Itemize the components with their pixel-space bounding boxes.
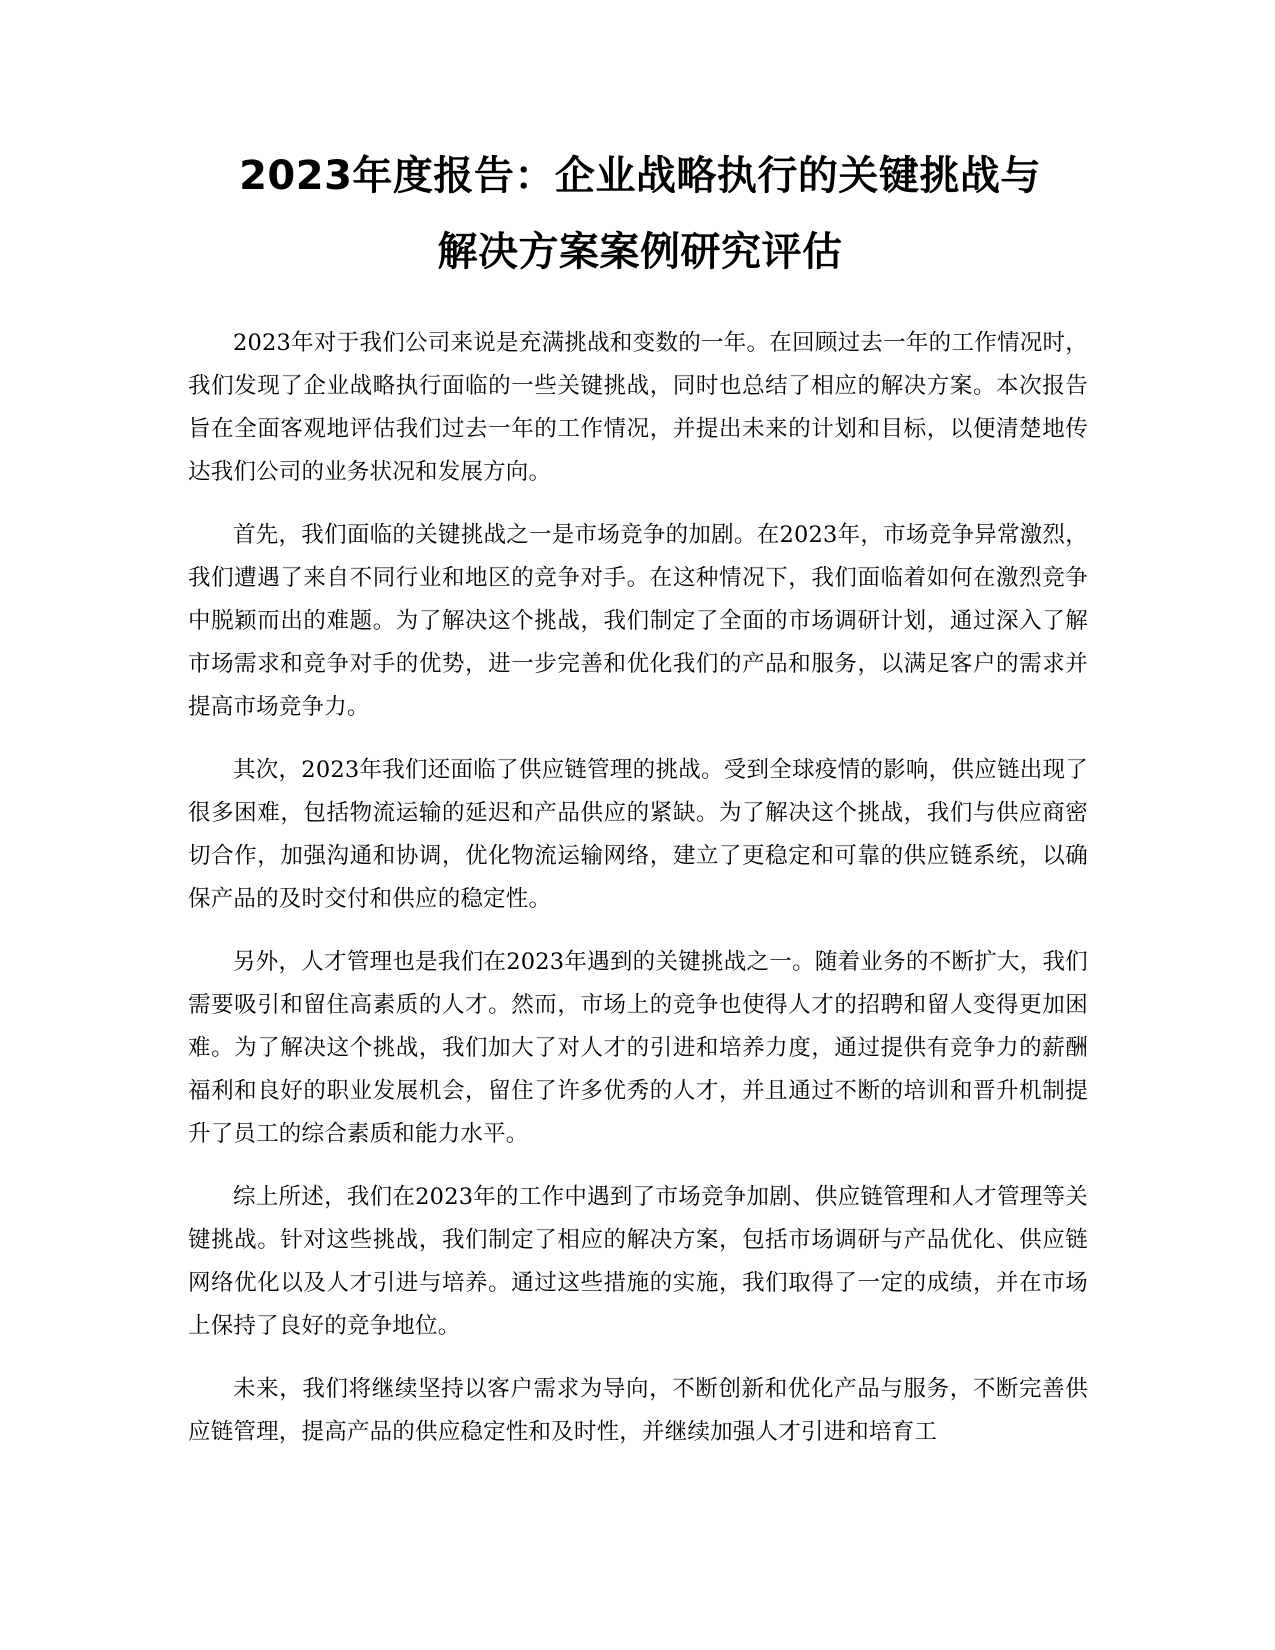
paragraph-talent-management: 另外，人才管理也是我们在2023年遇到的关键挑战之一。随着业务的不断扩大，我们需要吸引和留住高素质的人才。然而，市场上的竞争也使得人才的招聘和留人变得更加困难。为了解决这个挑战，我们加大了对人才的引进和培养力度，通过提供有竞争力的薪酬福利和良好的职业发展机会，留住了许多优秀的人才，并且通过不断的培训和晋升机制提升了员工的综合素质和能力水平。: [188, 949, 1088, 1147]
document-body: [188, 322, 1088, 1474]
paragraph-summary: 综上所述，我们在2023年的工作中遇到了市场竞争加剧、供应链管理和人才管理等关键挑战。针对这些挑战，我们制定了相应的解决方案，包括市场调研与产品优化、供应链网络优化以及人才引进与培养。通过这些措施的实施，我们取得了一定的成绩，并在市场上保持了良好的竞争地位。: [188, 1184, 1088, 1339]
paragraph-supply-chain: 其次，2023年我们还面临了供应链管理的挑战。受到全球疫情的影响，供应链出现了很多困难，包括物流运输的延迟和产品供应的紧缺。为了解决这个挑战，我们与供应商密切合作，加强沟通和协调，优化物流运输网络，建立了更稳定和可靠的供应链系统，以确保产品的及时交付和供应的稳定性。: [188, 757, 1088, 912]
title-line-1: 2023年度报告：企业战略执行的关键挑战与: [239, 153, 1041, 199]
title-line-2: 解决方案案例研究评估: [437, 229, 843, 275]
document-title: [160, 138, 1120, 290]
paragraph-market-competition: 首先，我们面临的关键挑战之一是市场竞争的加剧。在2023年，市场竞争异常激烈，我们遭遇了来自不同行业和地区的竞争对手。在这种情况下，我们面临着如何在激烈竞争中脱颖而出的难题。为了解决这个挑战，我们制定了全面的市场调研计划，通过深入了解市场需求和竞争对手的优势，进一步完善和优化我们的产品和服务，以满足客户的需求并提高市场竞争力。: [188, 522, 1088, 720]
paragraph-intro: 2023年对于我们公司来说是充满挑战和变数的一年。在回顾过去一年的工作情况时，我们发现了企业战略执行面临的一些关键挑战，同时也总结了相应的解决方案。本次报告旨在全面客观地评估我们过去一年的工作情况，并提出未来的计划和目标，以便清楚地传达我们公司的业务状况和发展方向。: [188, 330, 1088, 485]
paragraph-future: 未来，我们将继续坚持以客户需求为导向，不断创新和优化产品与服务，不断完善供应链管理，提高产品的供应稳定性和及时性，并继续加强人才引进和培育工: [188, 1376, 1088, 1445]
